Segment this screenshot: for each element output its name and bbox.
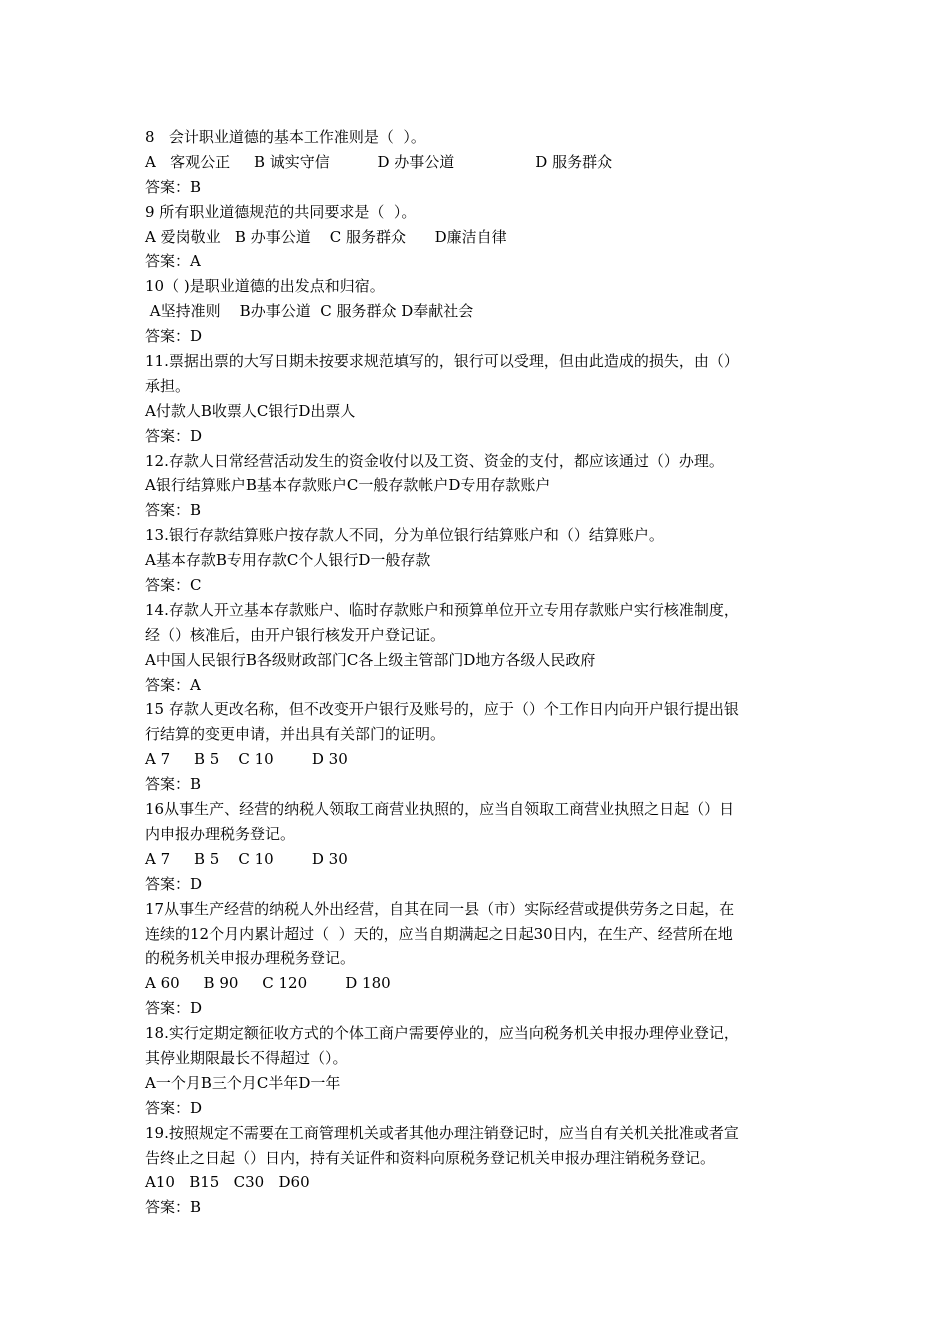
text-line: A 爱岗敬业 B 办事公道 C 服务群众 D廉洁自律 bbox=[145, 227, 507, 246]
text-line: 其停业期限最长不得超过（）。 bbox=[145, 1048, 348, 1067]
text-line: A 60 B 90 C 120 D 180 bbox=[145, 974, 391, 993]
text-line: 10（ )是职业道德的出发点和归宿。 bbox=[145, 277, 385, 296]
text-line: 19.按照规定不需要在工商管理机关或者其他办理注销登记时，应当自有关机关批准或者宣 bbox=[145, 1123, 739, 1142]
text-line: 答案：B bbox=[145, 1198, 202, 1217]
text-line: 9 所有职业道德规范的共同要求是（ ）。 bbox=[145, 202, 417, 221]
text-line: 经（）核准后，由开户银行核发开户登记证。 bbox=[145, 625, 446, 644]
text-line: 18.实行定期定额征收方式的个体工商户需要停业的，应当向税务机关申报办理停业登记， bbox=[145, 1024, 739, 1043]
text-line: 8 会计职业道德的基本工作准则是（ ）。 bbox=[145, 128, 426, 146]
text-line: 答案：D bbox=[145, 874, 203, 893]
text-line: A一个月B三个月C半年D一年 bbox=[145, 1073, 341, 1092]
text-line: 答案：A bbox=[145, 675, 201, 694]
text-line: 的税务机关申报办理税务登记。 bbox=[145, 949, 356, 968]
text-line: 答案：D bbox=[145, 1098, 203, 1117]
text-line: 17从事生产经营的纳税人外出经营，自其在同一县（市）实际经营或提供劳务之日起，在 bbox=[145, 899, 735, 918]
text-line: A 7 B 5 C 10 D 30 bbox=[145, 849, 348, 868]
text-line: 13.银行存款结算账户按存款人不同，分为单位银行结算账户和（）结算账户。 bbox=[145, 526, 664, 545]
text-line: A基本存款B专用存款C个人银行D一般存款 bbox=[145, 551, 431, 570]
text-line: 11.票据出票的大写日期未按要求规范填写的，银行可以受理，但由此造成的损失，由（） bbox=[145, 352, 739, 371]
text-line: A银行结算账户B基本存款账户C一般存款帐户D专用存款账户 bbox=[145, 476, 551, 495]
text-line: 15 存款人更改名称，但不改变开户银行及账号的，应于（）个工作日内向开户银行提出银 bbox=[145, 700, 739, 719]
text-line: A付款人B收票人C银行D出票人 bbox=[145, 401, 356, 420]
text-line: 承担。 bbox=[145, 376, 191, 395]
text-line: 答案：D bbox=[145, 426, 203, 445]
text-line: 告终止之日起（）日内，持有关证件和资料向原税务登记机关申报办理注销税务登记。 bbox=[145, 1148, 716, 1167]
document-body bbox=[145, 125, 815, 1220]
text-line: 答案：B bbox=[145, 775, 202, 794]
text-line: A坚持准则 B办事公道 C 服务群众 D奉献社会 bbox=[145, 302, 474, 321]
text-line: 答案：C bbox=[145, 576, 202, 595]
text-line: A10 B15 C30 D60 bbox=[145, 1173, 310, 1192]
text-line: A中国人民银行B各级财政部门C各上级主管部门D地方各级人民政府 bbox=[145, 650, 596, 669]
text-line: 16从事生产、经营的纳税人领取工商营业执照的，应当自领取工商营业执照之日起（）日 bbox=[145, 800, 735, 819]
text-line: 行结算的变更申请，并出具有关部门的证明。 bbox=[145, 725, 446, 744]
text-line: 连续的12个月内累计超过（ ）天的，应当自期满起之日起30日内，在生产、经营所在地 bbox=[145, 924, 733, 943]
text-line: 答案：D bbox=[145, 327, 203, 346]
text-line: 内申报办理税务登记。 bbox=[145, 824, 296, 843]
text-line: A 7 B 5 C 10 D 30 bbox=[145, 750, 348, 769]
text-line: A 客观公正 B 诚实守信 D 办事公道 D 服务群众 bbox=[145, 152, 613, 171]
text-line: 答案：B bbox=[145, 177, 202, 196]
text-line: 答案：B bbox=[145, 501, 202, 520]
text-line: 12.存款人日常经营活动发生的资金收付以及工资、资金的支付，都应该通过（）办理。 bbox=[145, 451, 724, 470]
text-line: 答案：D bbox=[145, 999, 203, 1018]
text-line: 答案：A bbox=[145, 252, 201, 271]
text-line: 14.存款人开立基本存款账户、临时存款账户和预算单位开立专用存款账户实行核准制度， bbox=[145, 600, 739, 619]
